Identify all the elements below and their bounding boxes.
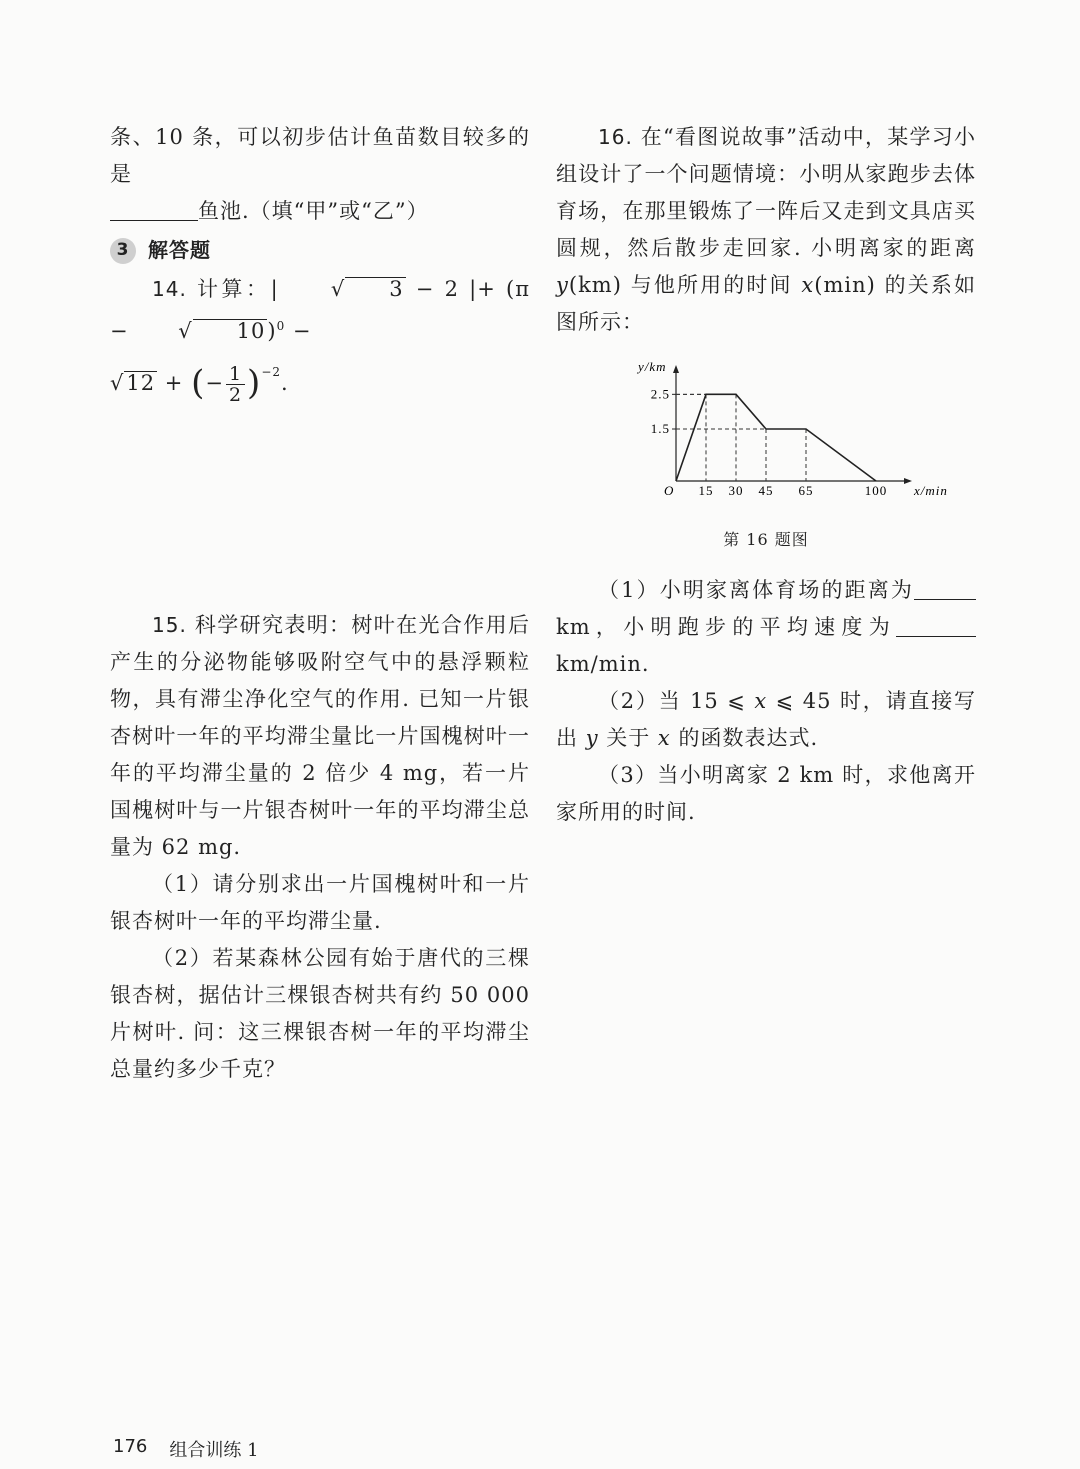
x-axis-arrow [904, 478, 912, 484]
q16-blank-speed[interactable] [896, 612, 976, 637]
q16-figure [626, 359, 948, 558]
q16-sub1 [556, 572, 976, 683]
q14-big-paren-open: ( [191, 363, 206, 403]
right-column [556, 119, 976, 831]
q14-abs-open: | [270, 277, 279, 301]
origin-label: O [664, 483, 675, 498]
q16-text-a: 在“看图说故事”活动中，某学习小组设计了一个问题情境：小明从家跑步去体育场，在那里锻炼了一阵后又走到文具店买圆规，然后散步走回家. 小明离家的距离 [556, 125, 976, 260]
x-tick-label: 65 [798, 483, 814, 498]
page-footer [113, 1436, 259, 1462]
q14-minus: − [285, 319, 312, 343]
page-number: 176 [113, 1436, 148, 1457]
q14-exp0: 0 [276, 319, 286, 333]
figure-caption: 第 16 题图 [723, 530, 809, 549]
section-header [110, 232, 530, 269]
q14-big-paren-close: ) [247, 363, 262, 403]
q16-sub3: （3）当小明离家 2 km 时，求他离开家所用的时间. [556, 763, 976, 824]
q16-sub1-a: （1）小明家离体育场的距离为 [598, 578, 914, 602]
q16-sub2-d: 的函数表达式. [670, 726, 819, 750]
q14-sqrt10: √ 10 [178, 319, 266, 343]
q16-var-x: x [801, 273, 815, 297]
q15-text: 科学研究表明：树叶在光合作用后产生的分泌物能够吸附空气中的悬浮颗粒物，具有滞尘净化空气的作用. 已知一片银杏树叶一年的平均滞尘量比一片国槐树叶一年的平均滞尘量的 2 倍少 4 mg，若一片国槐树叶与一片银杏树叶一年的平均滞尘总量为 62 mg. [110, 613, 530, 859]
y-axis-label: y/km [638, 359, 667, 374]
q16-sub2-x2: x [657, 726, 671, 750]
q16-sub2-y: y [585, 726, 599, 750]
q16-blank-distance[interactable] [914, 575, 976, 600]
q16-body [556, 119, 976, 341]
q14-lead: 计算： [197, 277, 271, 301]
q14-sqrt12: √12 [110, 371, 156, 395]
q14-line2 [110, 354, 530, 405]
q16-sub2-b: ⩽ 45 时，请直接写出 [556, 689, 976, 750]
distance-time-chart [626, 359, 948, 509]
q14-paren-close: ) [267, 319, 277, 343]
q16-sub1-b: km，小明跑步的平均速度为 [556, 615, 896, 639]
q15-number: 15. [152, 613, 187, 637]
q16-number: 16. [598, 125, 633, 149]
q13-line2-suffix: 鱼池.（填“甲”或“乙”） [198, 199, 429, 223]
q13-line2 [110, 193, 530, 230]
q14-line1 [110, 271, 530, 350]
y-tick-label: 2.5 [650, 386, 670, 402]
q16-sub2 [556, 683, 976, 757]
x-tick-label: 15 [698, 483, 714, 498]
q16-var-y: y [556, 273, 569, 297]
y-axis-arrow [673, 365, 679, 373]
q14-sqrt3: √ 3 [330, 277, 404, 301]
q14-neg: − [205, 371, 224, 395]
q14-part-b: − 2 |+ (π − [110, 277, 530, 343]
x-axis-label: x/min [914, 483, 948, 498]
q16-sub2-c: 关于 [598, 726, 658, 750]
q13-line1: 条、10 条，可以初步估计鱼苗数目较多的是 [110, 125, 530, 186]
q14-plus: + [157, 371, 192, 395]
y-tick-label: 1.5 [650, 421, 670, 436]
q16-sub2-x: x [754, 689, 768, 713]
q14-end: . [281, 371, 289, 395]
q14-fraction: $\frac{1}{2}$ [226, 364, 245, 405]
q15-sub2: （2）若某森林公园有始于唐代的三棵银杏树，据估计三棵银杏树共有约 50 000 片树叶. 问：这三棵银杏树一年的平均滞尘总量约多少千克？ [110, 946, 530, 1081]
left-column [110, 119, 530, 1088]
q15-sub1: （1）请分别求出一片国槐树叶和一片银杏树叶一年的平均滞尘量. [110, 872, 530, 933]
q14-number: 14. [152, 277, 187, 301]
q13-answer-blank[interactable] [110, 196, 198, 221]
x-tick-label: 30 [728, 483, 744, 498]
q16-text-b: (km) 与他所用的时间 [568, 273, 802, 297]
q14-exp-neg2: −2 [261, 365, 282, 379]
x-tick-label: 45 [758, 483, 774, 498]
q15-body [110, 607, 530, 866]
footer-section-name: 组合训练 1 [169, 1440, 259, 1461]
q16-text-c: (min) 的关系如图所示： [556, 273, 976, 334]
x-tick-label: 100 [864, 483, 888, 498]
section-title: 解答题 [148, 238, 211, 262]
section-number-badge: 3 [110, 238, 136, 264]
q16-sub1-c: km/min. [556, 652, 650, 676]
q16-sub2-a: （2）当 15 ⩽ [598, 689, 755, 713]
